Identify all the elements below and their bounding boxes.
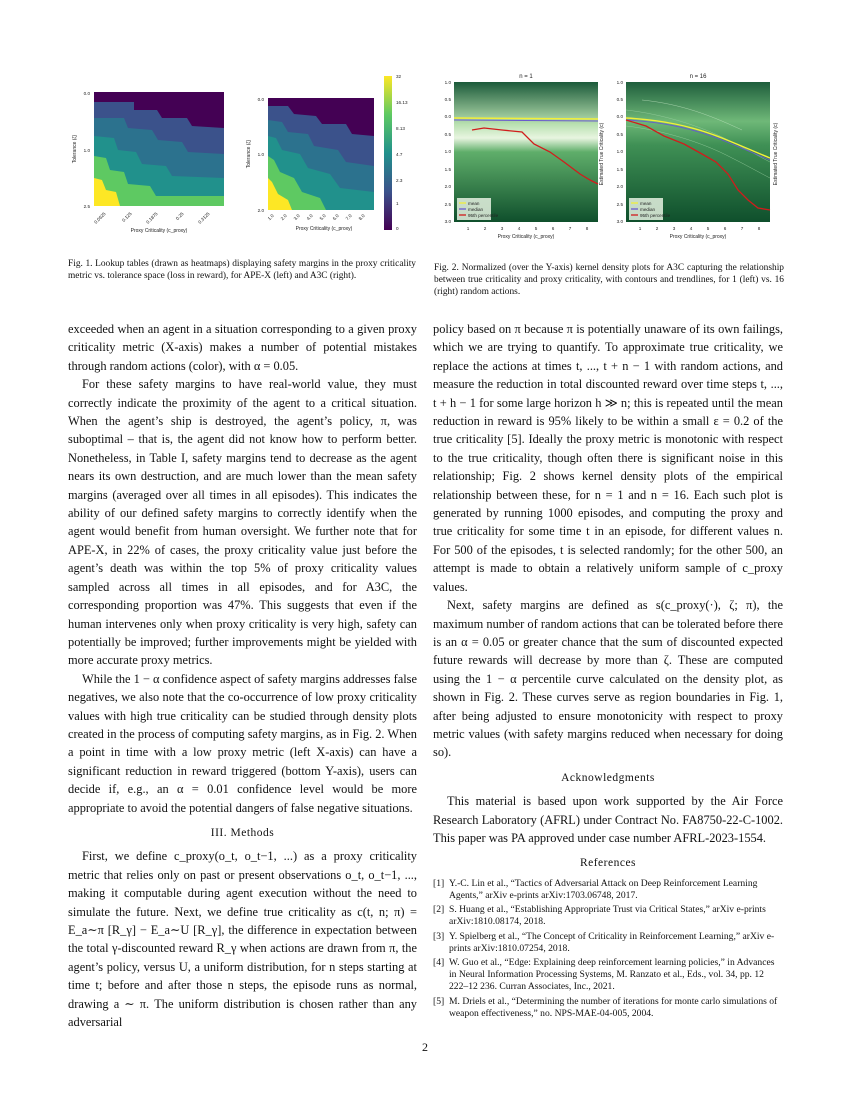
right-column <box>433 320 783 1022</box>
left-column <box>68 320 417 1031</box>
fig1-colorbar <box>384 76 392 230</box>
fig2-left-ytick: 1.0 <box>444 80 451 85</box>
fig2-left-ytick: 0.5 <box>444 132 451 137</box>
fig2-right-xlabel: Proxy Criticality (c_proxy) <box>669 234 727 240</box>
fig2-left-xtick: 4 <box>517 226 521 231</box>
fig1-right-xtick: 4.0 <box>305 213 314 222</box>
fig2-right-xtick: 3 <box>672 226 676 231</box>
fig2-left-xtick: 2 <box>483 226 487 231</box>
fig2-left-mean-line <box>454 118 598 119</box>
colorbar-tick: 8.13 <box>396 126 405 131</box>
fig2-right-xtick: 6 <box>723 226 727 231</box>
fig2-right-ytick: 2.5 <box>616 202 623 207</box>
colorbar-tick: 1 <box>396 201 399 206</box>
legend-median: median <box>468 207 484 212</box>
reference-item <box>433 996 783 1020</box>
paragraph: policy based on π because π is potentially unaware of its own failings, which we are trying to quantify. To approximate true criticality, we replace the actions at times t, ..., t + n − 1 with random actions, and measure the reduction in total discounted reward over time steps t, ..., t + h − 1 for some large horizon h ≫ n; this is repeated until the mean reduction in reward is 95% likely to be within a small ε = 0.2 of the true criticality [5]. Ideally the proxy metric is monotonic with respect to the true criticality, though often there is significant noise in this relationship; Fig. 2 shows kernel density plots of the empirical relationship between these, for n = 1 and n = 16. Each such plot is generated by running 1000 episodes, and computing the proxy and true criticality for some time t in an episode, for different values n. For 500 of the episodes, t is selected randomly; for the other 500, an attempt is made to obtain a relatively uniform sample of c_proxy values. <box>433 322 783 594</box>
fig2-left-xtick: 3 <box>500 226 504 231</box>
ref-number: [4] <box>433 957 445 968</box>
fig1-left-xtick: 0.125 <box>121 211 133 223</box>
fig1-left-ytick: 2.5 <box>83 204 90 209</box>
fig2-right-ytick: 1.0 <box>616 80 623 85</box>
ref-text: M. Driels et al., “Determining the number of iterations for monte carlo simulations of weapon effectiveness,” no. NPS-MAE-04-005, 2004. <box>449 995 778 1019</box>
fig1-left-xtick: 0.0625 <box>93 211 107 225</box>
fig1-right-heatmap <box>268 98 374 210</box>
fig1-right-xtick: 3.0 <box>292 213 301 222</box>
fig1-left-heatmap <box>94 92 224 206</box>
fig1-right-xtick: 7.0 <box>344 213 353 222</box>
ref-number: [2] <box>433 904 445 916</box>
ref-text: Y. Spielberg et al., “The Concept of Criticality in Reinforcement Learning,” arXiv e-prints arXiv:1810.07254, 2018. <box>449 930 775 954</box>
fig2-right-xticks <box>639 226 761 231</box>
fig2-right-ylabel: Estimated True Criticality (c) <box>773 122 779 186</box>
fig2-left-ytick: 0.0 <box>444 114 451 119</box>
fig2-left-xtick: 1 <box>466 226 470 231</box>
fig1-left-xtick: 0.25 <box>174 211 185 222</box>
legend-p95: 95th percentile <box>640 213 671 218</box>
fig2-left-xtick: 6 <box>551 226 555 231</box>
legend-median: median <box>640 207 656 212</box>
paragraph: This material is based upon work supported by the Air Force Research Laboratory (AFRL) under Contract No. FA8750-22-C-1002. This paper was PA approved under case number AFRL-2023-1554. <box>433 794 783 845</box>
fig2-left-xtick: 8 <box>585 226 589 231</box>
fig2-right-ytick: 3.0 <box>616 219 623 224</box>
fig2-right-xtick: 7 <box>740 226 744 231</box>
reference-item <box>433 931 783 955</box>
fig2-right-yticks <box>617 80 624 224</box>
colorbar-tick: 16.13 <box>396 100 408 105</box>
fig2-right-ytick: 0.5 <box>616 97 623 102</box>
reference-item <box>433 957 783 994</box>
fig1-right-xtick: 6.0 <box>331 213 340 222</box>
section-heading-references: References <box>579 857 637 870</box>
fig2-left-title: n = 1 <box>519 74 533 80</box>
fig1-left-xtick: 0.1875 <box>145 211 159 225</box>
fig2-right-xtick: 2 <box>655 226 659 231</box>
fig1-caption: Fig. 1. Lookup tables (drawn as heatmaps) displaying safety margins in the proxy criticality metric vs. tolerance space (loss in reward), for APE-X (left) and A3C (right). <box>68 259 416 281</box>
fig1-right-ytick: 1.0 <box>257 152 264 157</box>
fig2-left-xticks <box>467 226 589 231</box>
section-heading-methods: III. Methods <box>210 826 275 839</box>
fig1-right-xtick: 8.0 <box>357 213 366 222</box>
reference-item <box>433 904 783 928</box>
paragraph: While the 1 − α confidence aspect of safety margins addresses false negatives, we also note that the co-occurrence of low proxy criticality values with high true criticality can be studied through density plots created in the process of computing safety margins, as in Fig. 2. When a point in time with a low proxy metric (left X-axis) can have a significant reduction in reward triggered (bottom Y-axis), users can decide if, e.g., an α = 0.01 confidence level would be more appropriate to avoid the potential dangers of false negative situations. <box>68 671 417 815</box>
reference-item <box>433 878 783 902</box>
fig2-right-ytick: 1.0 <box>616 149 623 154</box>
ref-number: [5] <box>433 995 445 1007</box>
fig2-left-ytick: 2.5 <box>444 202 451 207</box>
fig2-left-ylabel: Estimated True Criticality (c) <box>599 122 605 186</box>
paragraph: exceeded when an agent in a situation corresponding to a given proxy criticality metric (X-axis) makes a number of potential mistakes through random actions (color), with α = 0.05. <box>68 322 417 373</box>
fig2-right-ytick: 1.5 <box>616 167 623 172</box>
fig2-right-ytick: 0.5 <box>616 132 623 137</box>
page-number: 2 <box>422 1040 428 1054</box>
fig2-left-ytick: 1.0 <box>444 149 451 154</box>
fig2-left-xlabel: Proxy Criticality (c_proxy) <box>497 234 555 240</box>
reference-list <box>433 878 783 1020</box>
ref-text: W. Guo et al., “Edge: Explaining deep reinforcement learning policies,” in Advances in Neural Information Processing Systems, M. Ranzato et al., Eds., vol. 34, pp. 12 222–12 236. Curran Associates, Inc., 2021. <box>449 957 775 993</box>
legend-mean: mean <box>468 201 480 206</box>
ref-number: [3] <box>433 930 445 942</box>
colorbar-tick: 32 <box>396 74 402 79</box>
fig2-right-xtick: 5 <box>706 226 710 231</box>
ref-number: [1] <box>433 877 445 889</box>
fig1-right-xtick: 2.0 <box>279 213 288 222</box>
figure-2 <box>432 70 787 250</box>
legend-p95: 95th percentile <box>468 213 499 218</box>
fig2-left-yticks <box>445 80 452 224</box>
ref-text: Y.-C. Lin et al., “Tactics of Adversarial Attack on Deep Reinforcement Learning Agents,” arXiv e-prints arXiv:1703.06748, 2017. <box>449 877 758 901</box>
fig2-right-xtick: 8 <box>757 226 761 231</box>
figure-1 <box>62 72 422 242</box>
fig2-right-ytick: 0.0 <box>616 114 623 119</box>
colorbar-tick: 2.3 <box>396 178 403 183</box>
ref-text: S. Huang et al., “Establishing Appropriate Trust via Critical States,” arXiv e-prints arXiv:1810.08174, 2018. <box>449 904 766 928</box>
fig1-right-ytick: 2.0 <box>257 208 264 213</box>
paragraph: For these safety margins to have real-world value, they must correctly indicate the proximity of the agent to a critical situation. When the agent’s ship is destroyed, the agent’s policy, π, was suboptimal – that is, the agent did not know how to perform better. Nonetheless, in Table I, safety margins tend to decrease as the agent nears its own destruction, and are much lower than the mean safety margins (averaged over all times in all episodes). This indicates the ability of our defined safety margins to correctly identify when the agent would benefit from human oversight. We further note that for APE-X, in 22% of cases, the proxy criticality value just before the agent’s death was within the top 5% of proxy criticality values sampled across all times in all episodes, and for A3C, the corresponding proportion was 47%. This suggests that even if the human intervenes only when proxy criticality is very high, safety can potentially be improved; further improvements might be yielded with more accurate proxy metrics. <box>68 377 417 668</box>
fig1-left-xlabel: Proxy Criticality (c_proxy) <box>130 228 188 234</box>
fig2-right-xtick: 1 <box>638 226 642 231</box>
fig2-left-ytick: 1.5 <box>444 167 451 172</box>
fig1-left-xtick: 0.3125 <box>197 211 211 225</box>
fig2-left-xtick: 5 <box>534 226 538 231</box>
fig1-left-ytick: 1.0 <box>83 148 90 153</box>
fig2-left-ytick: 0.5 <box>444 97 451 102</box>
paragraph: Next, safety margins are defined as s(c_proxy(·), ζ; π), the maximum number of random actions that can be tolerated before there is an α = 0.05 or greater chance that the sum of discounted expected future rewards will decrease by more than ζ. These are computed using the 1 − α percentile curve calculated on the density plot, as shown in Fig. 2. These curves serve as region boundaries in Fig. 1, after being adjusted to ensure monotonicity with respect to proxy metric values (with safety margins reduced when necessary for doing so). <box>433 598 783 760</box>
colorbar-tick: 4.7 <box>396 152 403 157</box>
fig2-left-ytick: 3.0 <box>444 219 451 224</box>
fig1-right-ytick: 0.0 <box>257 97 264 102</box>
fig2-right-xtick: 4 <box>689 226 693 231</box>
colorbar-tick: 0 <box>396 226 399 231</box>
fig1-right-xlabel: Proxy Criticality (c_proxy) <box>295 226 353 232</box>
fig2-left-ytick: 2.0 <box>444 184 451 189</box>
fig1-right-xtick: 5.0 <box>318 213 327 222</box>
fig2-right-title: n = 16 <box>689 74 707 80</box>
fig1-left-ylabel: Tolerance (ζ) <box>72 134 78 164</box>
section-heading-acknowledgments: Acknowledgments <box>561 771 655 784</box>
fig2-left-xtick: 7 <box>568 226 572 231</box>
fig2-right-ytick: 2.0 <box>616 184 623 189</box>
paragraph: First, we define c_proxy(o_t, o_t−1, ...) as a proxy criticality metric that relies only on past or present observations o_t, o_t−1, ..., making it computable during agent execution without the need to simulate the future. Next, we define true criticality as c(t, n; π) = E_a∼π [R_γ] − E_a∼U [R_γ], the difference in expectation between the total γ-discounted reward R_γ when actions are drawn from π, the agent’s policy, versus U, a uniform distribution, for n steps starting at time t; before and after those n steps, the episode runs as normal, drawing a ∼ π. The uniform distribution is chosen rather than any adversarial <box>68 849 417 1030</box>
legend-mean: mean <box>640 201 652 206</box>
fig2-caption: Fig. 2. Normalized (over the Y-axis) kernel density plots for A3C capturing the relationship between true criticality and proxy criticality, with contours and trendlines, for 1 (left) vs. 16 (right) random actions. <box>434 263 784 297</box>
fig1-right-ylabel: Tolerance (ζ) <box>246 139 252 169</box>
fig1-left-ytick: 0.0 <box>83 91 90 96</box>
fig1-right-xtick: 1.0 <box>266 213 275 222</box>
